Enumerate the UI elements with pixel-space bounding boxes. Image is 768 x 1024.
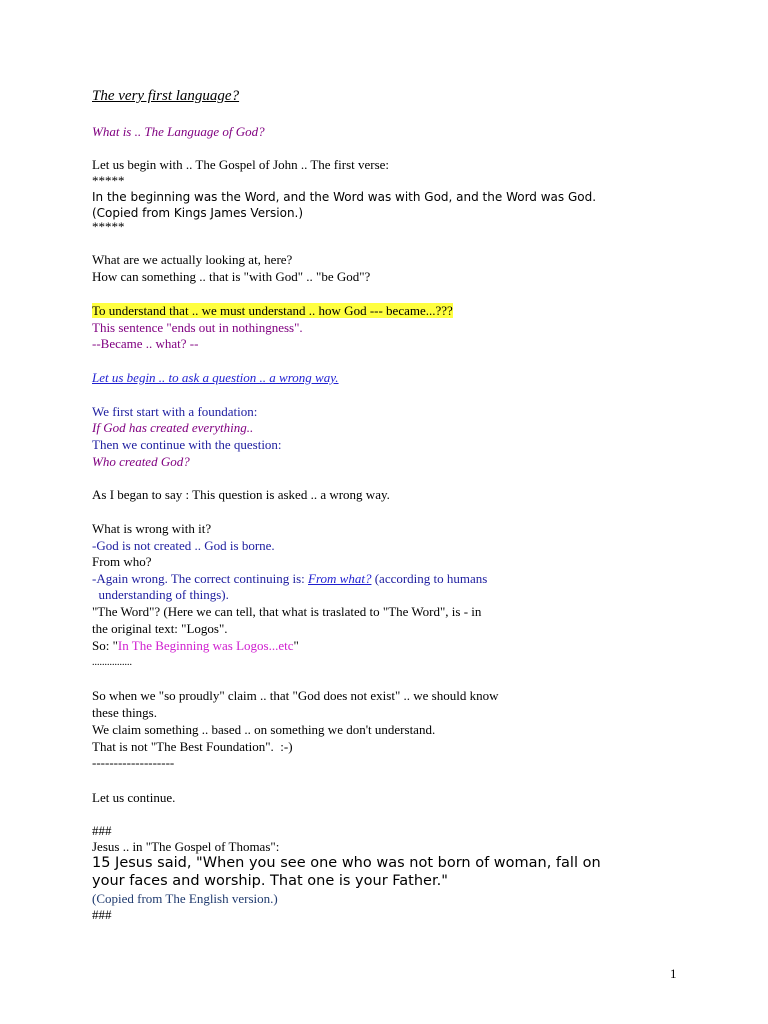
verse-line: In the beginning was the Word, and the Word was with God, and the Word was God.: [92, 190, 597, 204]
so-prefix: So: ": [92, 638, 118, 653]
again-wrong-line: [92, 571, 487, 587]
from-what-link[interactable]: From what?: [308, 571, 372, 586]
stars-bottom: *****: [92, 219, 125, 234]
highlighted-line: [92, 303, 453, 319]
purple-line-2: --Became .. what? --: [92, 336, 199, 351]
question-2: How can something .. that is "with God" .. "be God"?: [92, 269, 371, 284]
so-suffix: ": [293, 638, 299, 653]
foundation-line: We first start with a foundation:: [92, 404, 258, 419]
again-wrong-text: -Again wrong. The correct continuing is:: [92, 571, 309, 586]
logos-line: [92, 638, 299, 654]
continue-question-line: Then we continue with the question:: [92, 437, 282, 452]
jesus-line: Jesus .. in "The Gospel of Thomas":: [92, 839, 280, 854]
proudly-line-1: So when we "so proudly" claim .. that "God does not exist" .. we should know: [92, 688, 499, 703]
dots-line: ................: [92, 657, 132, 668]
thomas-verse-1: 15 Jesus said, "When you see one who was not born of woman, fall on: [92, 855, 601, 871]
as-i-began-line: As I began to say : This question is asked .. a wrong way.: [92, 487, 390, 502]
page-number: 1: [670, 966, 677, 981]
original-text-line: the original text: "Logos".: [92, 621, 228, 636]
dashes-line: -------------------: [92, 755, 175, 770]
question-1: What are we actually looking at, here?: [92, 252, 293, 267]
the-word-line: "The Word"? (Here we can tell, that what is traslated to "The Word", is - in: [92, 604, 482, 619]
stars-top: *****: [92, 173, 125, 188]
thomas-verse-2: your faces and worship. That one is your Father.": [92, 873, 448, 889]
claim-line: We claim something .. based .. on something we don't understand.: [92, 722, 436, 737]
logos-quote: In The Beginning was Logos...etc: [117, 638, 294, 653]
let-us-continue: Let us continue.: [92, 790, 176, 805]
from-who-line: From who?: [92, 554, 152, 569]
proudly-line-2: these things.: [92, 705, 157, 720]
according-text: (according to humans: [371, 571, 488, 586]
hash-bottom: ###: [92, 907, 112, 922]
understanding-line: understanding of things).: [92, 587, 229, 602]
best-foundation-line: That is not "The Best Foundation". :-): [92, 739, 293, 754]
if-god-line: If God has created everything..: [92, 420, 254, 435]
copied-english: (Copied from The English version.): [92, 891, 278, 906]
purple-line-1: This sentence "ends out in nothingness".: [92, 320, 303, 335]
what-wrong-line: What is wrong with it?: [92, 521, 212, 536]
copied-kjv: (Copied from Kings James Version.): [92, 206, 304, 220]
wrong-way-link[interactable]: Let us begin .. to ask a question .. a wrong way.: [92, 370, 339, 385]
page-title: The very first language?: [92, 88, 240, 104]
highlighted-text: To understand that .. we must understand .. how God --- became...???: [92, 303, 453, 318]
subtitle: What is .. The Language of God?: [92, 124, 265, 139]
intro-line: Let us begin with .. The Gospel of John .. The first verse:: [92, 157, 390, 172]
not-created-line: -God is not created .. God is borne.: [92, 538, 275, 553]
who-created-line: Who created God?: [92, 454, 190, 469]
hash-top: ###: [92, 823, 112, 838]
